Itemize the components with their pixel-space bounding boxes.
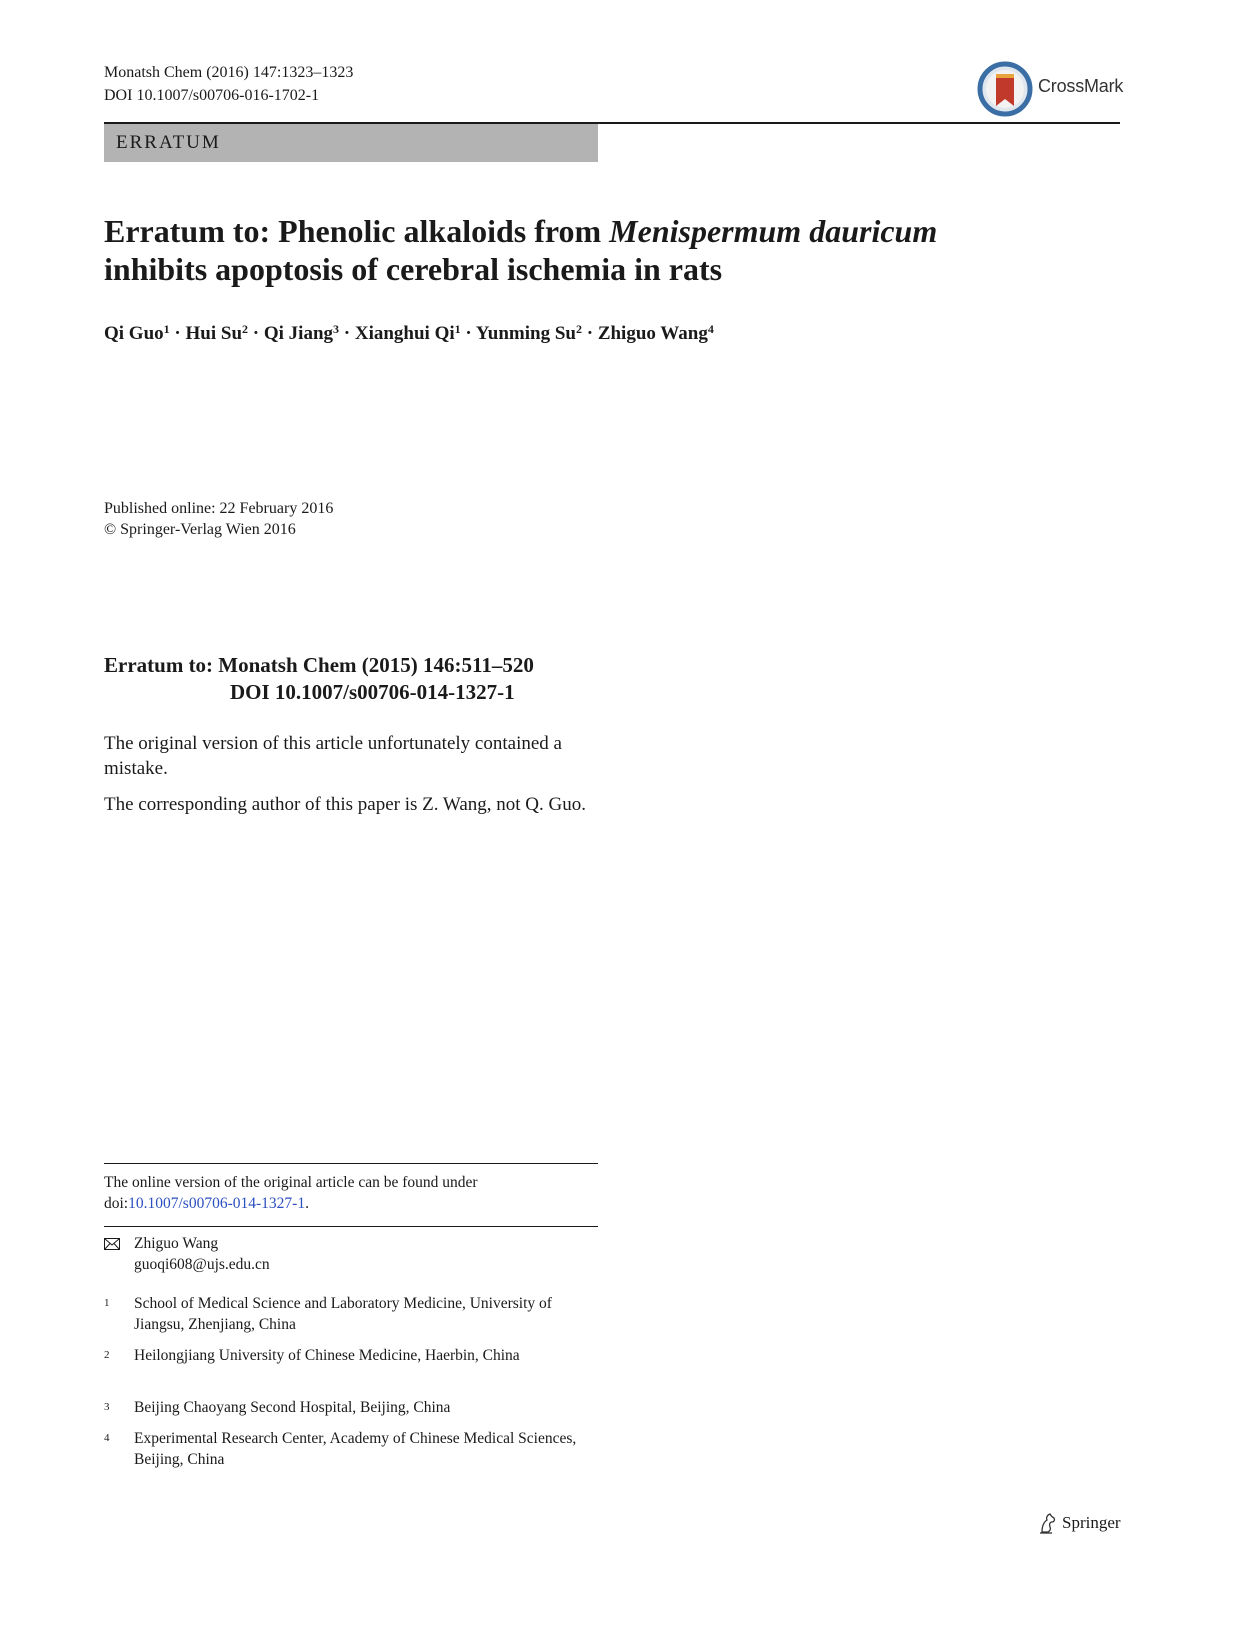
author-name: Xianghui Qi xyxy=(354,323,455,344)
affiliation-text: Heilongjiang University of Chinese Medicine, Haerbin, China xyxy=(134,1347,520,1364)
author-name: Zhiguo Wang xyxy=(597,323,708,344)
footnote-rule xyxy=(104,1163,598,1164)
footnote-rule xyxy=(104,1226,598,1227)
author-affiliation-mark: 4 xyxy=(707,322,714,336)
crossmark-label: CrossMark xyxy=(1038,76,1124,96)
affiliation-mark: 3 xyxy=(104,1401,110,1413)
erratum-ref-doi: DOI 10.1007/s00706-014-1327-1 xyxy=(230,680,515,704)
corresponding-email[interactable]: guoqi608@ujs.edu.cn xyxy=(134,1256,270,1273)
publication-info xyxy=(104,498,333,540)
author-separator: · xyxy=(460,323,476,344)
affiliation-mark: 4 xyxy=(104,1432,110,1444)
author-affiliation-mark: 2 xyxy=(575,322,582,336)
affiliation-mark: 1 xyxy=(104,1297,110,1309)
author-separator: · xyxy=(581,323,598,344)
crossmark-badge[interactable] xyxy=(976,60,1126,118)
article-doi: DOI 10.1007/s00706-016-1702-1 xyxy=(104,87,320,104)
title-italic: Menispermum dauricum xyxy=(609,213,938,249)
body-paragraph: The original version of this article unfortunately contained a mistake. xyxy=(104,733,562,779)
author-name: Qi Guo xyxy=(104,323,164,344)
crossmark-icon xyxy=(976,60,1034,118)
author-affiliation-mark: 3 xyxy=(333,322,340,336)
article-title xyxy=(104,212,1104,288)
corresponding-name: Zhiguo Wang xyxy=(134,1235,219,1252)
envelope-icon xyxy=(104,1238,120,1250)
affiliation xyxy=(104,1345,598,1389)
erratum-reference xyxy=(104,652,534,706)
author-separator: · xyxy=(248,323,264,344)
section-bar xyxy=(104,124,598,162)
author-separator: · xyxy=(339,323,355,344)
erratum-ref-line1: Erratum to: Monatsh Chem (2015) 146:511–520 xyxy=(104,653,534,677)
author-affiliation-mark: 2 xyxy=(242,322,249,336)
affiliation xyxy=(104,1293,598,1337)
online-note-suffix: . xyxy=(305,1195,309,1212)
online-note-prefix: The online version of the original article can be found under doi: xyxy=(104,1174,478,1212)
journal-citation: Monatsh Chem (2016) 147:1323–1323 xyxy=(104,64,354,81)
title-part2: inhibits apoptosis of cerebral ischemia in rats xyxy=(104,251,723,287)
affiliation-mark: 2 xyxy=(104,1349,110,1361)
publisher-name: Springer xyxy=(1062,1513,1121,1532)
affiliation-text: School of Medical Science and Laboratory Medicine, University of Jiangsu, Zhenjiang, China xyxy=(134,1295,552,1333)
published-online: Published online: 22 February 2016 xyxy=(104,500,334,517)
online-version-note xyxy=(104,1172,598,1214)
author-list xyxy=(104,320,714,348)
section-label: ERRATUM xyxy=(116,132,221,153)
author-name: Yunming Su xyxy=(475,323,576,344)
original-article-doi-link[interactable]: 10.1007/s00706-014-1327-1 xyxy=(128,1195,306,1212)
corresponding-author xyxy=(104,1233,598,1277)
affiliation xyxy=(104,1397,598,1419)
springer-horse-icon xyxy=(1038,1512,1058,1534)
author-name: Qi Jiang xyxy=(263,323,334,344)
affiliation-text: Experimental Research Center, Academy of Chinese Medical Sciences, Beijing, China xyxy=(134,1430,577,1468)
publisher-logo xyxy=(1038,1512,1121,1534)
copyright: © Springer-Verlag Wien 2016 xyxy=(104,521,296,538)
title-part1: Erratum to: Phenolic alkaloids from xyxy=(104,213,610,249)
author-affiliation-mark: 1 xyxy=(163,322,170,336)
affiliation xyxy=(104,1428,598,1472)
affiliation-text: Beijing Chaoyang Second Hospital, Beijing, China xyxy=(134,1399,451,1416)
author-name: Hui Su xyxy=(185,323,243,344)
author-separator: · xyxy=(169,323,186,344)
author-affiliation-mark: 1 xyxy=(454,322,461,336)
body-paragraph: The corresponding author of this paper is Z. Wang, not Q. Guo. xyxy=(104,794,586,815)
